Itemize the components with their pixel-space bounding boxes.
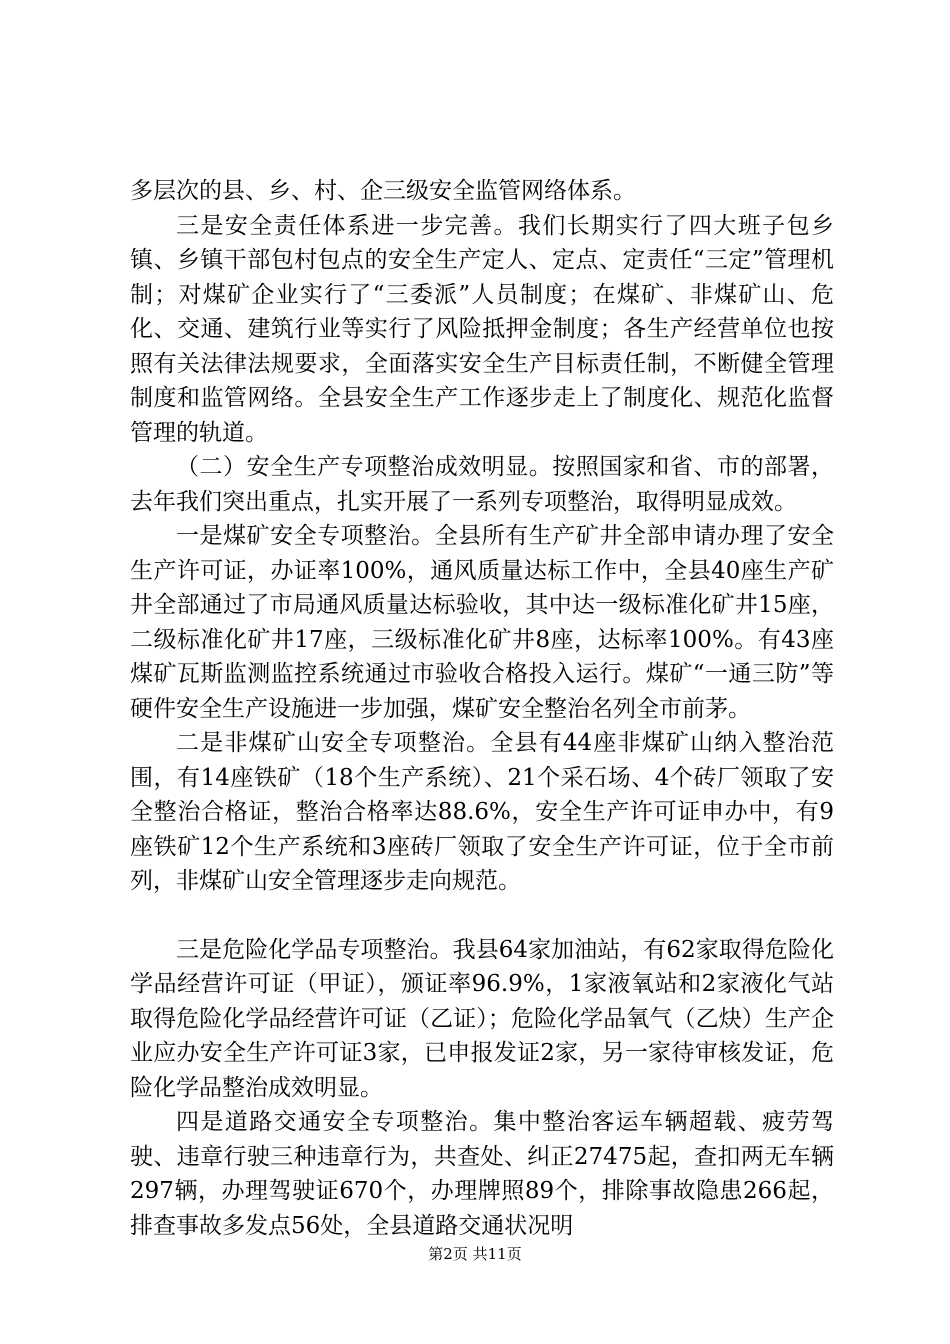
document-body <box>130 174 834 1243</box>
paragraph-6: 三是危险化学品专项整治。我县64家加油站，有62家取得危险化学品经营许可证（甲证），颁证率96.9%，1家液氧站和2家液化气站取得危险化学品经营许可证（乙证）；危险化学品氧气（乙炔）生产企业应办安全生产许可证3家，已申报发证2家，另一家待审核发证，危险化学品整治成效明显。 <box>130 936 834 1101</box>
paragraph-5: 二是非煤矿山安全专项整治。全县有44座非煤矿山纳入整治范围，有14座铁矿（18个生产系统）、21个采石场、4个砖厂领取了安全整治合格证，整治合格率达88.6%，安全生产许可证申办中，有9座铁矿12个生产系统和3座砖厂领取了安全生产许可证，位于全市前列，非煤矿山安全管理逐步走向规范。 <box>130 730 834 894</box>
paragraph-2: 三是安全责任体系进一步完善。我们长期实行了四大班子包乡镇、乡镇干部包村包点的安全生产定人、定点、定责任“三定”管理机制；对煤矿企业实行了“三委派”人员制度；在煤矿、非煤矿山、危化、交通、建筑行业等实行了风险抵押金制度；各生产经营单位也按照有关法律法规要求，全面落实安全生产目标责任制，不断健全管理制度和监管网络。全县安全生产工作逐步走上了制度化、规范化监督管理的轨道。 <box>130 212 834 446</box>
paragraph-3: （二）安全生产专项整治成效明显。按照国家和省、市的部署，去年我们突出重点，扎实开展了一系列专项整治，取得明显成效。 <box>130 454 834 515</box>
page-footer: 第2页 共11页 <box>428 1245 522 1263</box>
paragraph-4: 一是煤矿安全专项整治。全县所有生产矿井全部申请办理了安全生产许可证，办证率100%，通风质量达标工作中，全县40座生产矿井全部通过了市局通风质量达标验收，其中达一级标准化矿井15座，二级标准化矿井17座，三级标准化矿井8座，达标率100%。有43座煤矿瓦斯监测监控系统通过市验收合格投入运行。煤矿“一通三防”等硬件安全生产设施进一步加强，煤矿安全整治名列全市前茅。 <box>130 523 834 722</box>
paragraph-1: 多层次的县、乡、村、企三级安全监管网络体系。 <box>130 178 636 204</box>
paragraph-7: 四是道路交通安全专项整治。集中整治客运车辆超载、疲劳驾驶、违章行驶三种违章行为，共查处、纠正27475起，查扣两无车辆297辆，办理驾驶证670个，办理牌照89个，排除事故隐患266起，排查事故多发点56处，全县道路交通状况明 <box>130 1109 834 1239</box>
